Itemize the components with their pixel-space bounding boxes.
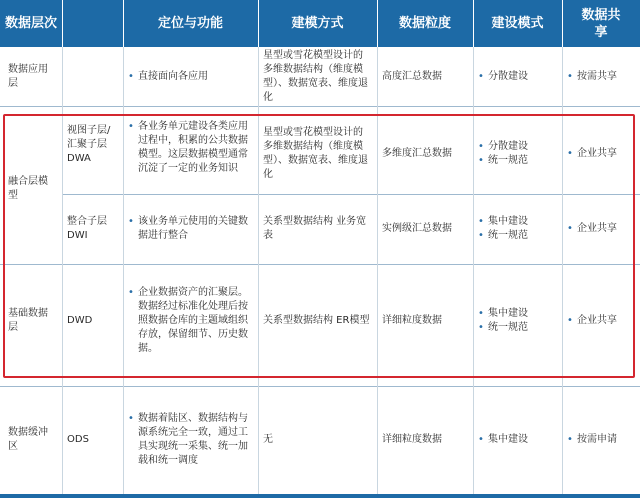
- position-dwd-item: • 企业数据资产的汇聚层。数据经过标准化处理后按照数据仓库的主题域组织存放，保留细节、历史数据。: [128, 286, 253, 356]
- column-divider: [258, 47, 259, 494]
- header-layer: 数据层次: [0, 0, 62, 47]
- header-share: 数据共享: [562, 0, 640, 47]
- row-divider: [0, 386, 640, 387]
- header-granularity: 数据粒度: [377, 0, 473, 47]
- build-dwi: [473, 194, 562, 264]
- build-dwa: [473, 114, 562, 194]
- layer-app: 数据应用层: [8, 63, 48, 89]
- share-dwi-item: • 企业共享: [567, 222, 617, 236]
- share-dwa-item: • 企业共享: [567, 147, 617, 161]
- header-divider: [123, 0, 124, 47]
- share-dwd: [562, 264, 640, 378]
- position-ods: [123, 386, 258, 494]
- position-app: [123, 47, 258, 106]
- bottom-border: [0, 494, 640, 498]
- share-ods: [562, 386, 640, 494]
- layer-base: 基础数据层: [8, 308, 48, 333]
- sub-dwi: 整合子层 DWI: [67, 216, 107, 241]
- build-app: [473, 47, 562, 106]
- row-divider: [0, 106, 640, 107]
- build-dwi-item: • 统一规范: [478, 229, 528, 243]
- granularity-dwi: 实例级汇总数据: [382, 223, 452, 234]
- position-dwd: [123, 264, 258, 378]
- modeling-dwa: 星型或雪花模型设计的多维数据结构（维度模型）、数据宽表、维度退化: [263, 127, 368, 180]
- build-dwd-item: • 统一规范: [478, 321, 528, 335]
- header-spacer: [62, 0, 123, 47]
- header-position: 定位与功能: [123, 0, 258, 47]
- row-divider: [0, 264, 640, 265]
- modeling-ods: 无: [263, 434, 273, 445]
- granularity-ods: 详细粒度数据: [382, 434, 442, 445]
- build-dwi-item: • 集中建设: [478, 215, 528, 229]
- build-dwd-item: • 集中建设: [478, 307, 528, 321]
- share-dwi: [562, 194, 640, 264]
- position-dwi-item: • 该业务单元使用的关键数据进行整合: [128, 215, 253, 243]
- share-dwa: [562, 114, 640, 194]
- header-build: 建设模式: [473, 0, 562, 47]
- share-ods-item: • 按需申请: [567, 433, 617, 447]
- position-dwa-item: • 各业务单元建设各类应用过程中，积累的公共数据模型。这层数据模型通常沉淀了一定的业务知识: [128, 120, 253, 176]
- position-dwa: [123, 114, 258, 194]
- modeling-app: 星型或雪花模型设计的多维数据结构（维度模型）、数据宽表、维度退化: [263, 49, 368, 103]
- share-dwd-item: • 企业共享: [567, 314, 617, 328]
- header-modeling: 建模方式: [258, 0, 377, 47]
- column-divider: [123, 47, 124, 494]
- layer-fusion: 融合层模型: [8, 176, 48, 201]
- position-app-item: • 直接面向各应用: [128, 70, 208, 84]
- build-app-item: • 分散建设: [478, 70, 528, 84]
- column-divider: [473, 47, 474, 494]
- position-dwi: [123, 194, 258, 264]
- header-divider: [258, 0, 259, 47]
- modeling-dwi: 关系型数据结构 业务宽表: [263, 216, 367, 241]
- header-divider: [62, 0, 63, 47]
- build-dwa-item: • 统一规范: [478, 154, 528, 168]
- header-divider: [562, 0, 563, 47]
- position-ods-item: • 数据着陆区、数据结构与源系统完全一致，通过工具实现统一采集、统一加载和统一调度: [128, 412, 253, 468]
- sub-ods: ODS: [67, 434, 89, 445]
- granularity-dwa: 多维度汇总数据: [382, 148, 452, 159]
- column-divider: [62, 47, 63, 494]
- granularity-dwd: 详细粒度数据: [382, 315, 442, 326]
- sub-dwd: DWD: [67, 315, 93, 326]
- header-divider: [473, 0, 474, 47]
- sub-dwa: 视图子层/汇聚子层 DWA: [67, 125, 111, 164]
- row-divider: [62, 194, 640, 195]
- share-app-item: • 按需共享: [567, 70, 617, 84]
- build-dwa-item: • 分散建设: [478, 140, 528, 154]
- column-divider: [377, 47, 378, 494]
- column-divider: [562, 47, 563, 494]
- build-ods-item: • 集中建设: [478, 433, 528, 447]
- build-dwd: [473, 264, 562, 378]
- share-app: [562, 47, 640, 106]
- modeling-dwd: 关系型数据结构 ER模型: [263, 315, 370, 326]
- build-ods: [473, 386, 562, 494]
- header-divider: [377, 0, 378, 47]
- granularity-app: 高度汇总数据: [382, 70, 442, 82]
- layer-buffer: 数据缓冲区: [8, 427, 48, 452]
